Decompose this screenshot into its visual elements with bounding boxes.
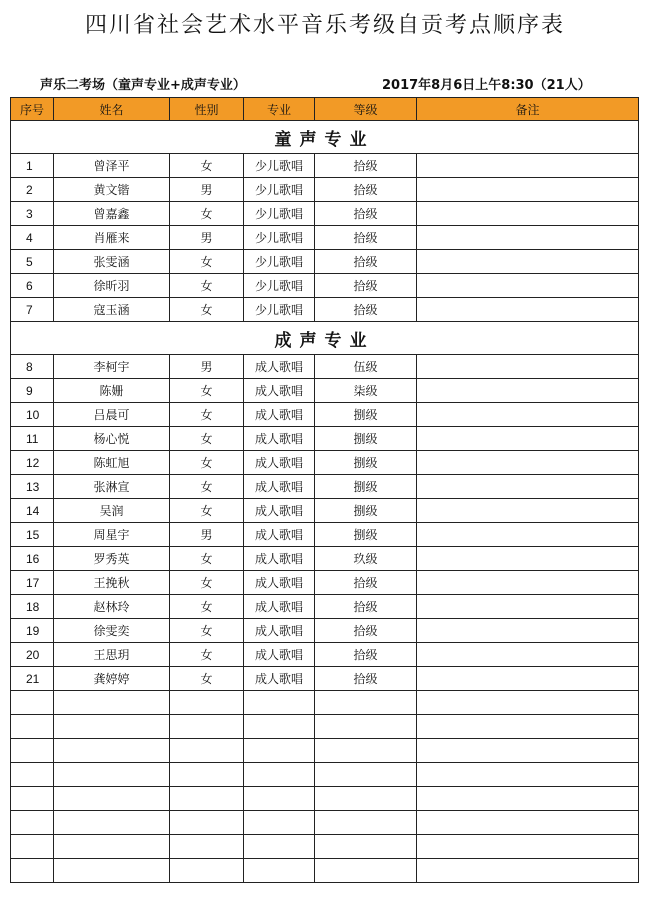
- cell-name: 陈姗: [54, 379, 170, 403]
- cell-note: [417, 571, 639, 595]
- cell-name: 吕晨可: [54, 403, 170, 427]
- table-row: [11, 547, 639, 571]
- cell-major: 成人歌唱: [244, 571, 315, 595]
- cell-note: [417, 499, 639, 523]
- table-row: [11, 523, 639, 547]
- table-row: [11, 499, 639, 523]
- cell-note: [417, 250, 639, 274]
- empty-cell: [170, 763, 244, 787]
- blank-row: [11, 739, 639, 763]
- cell-note: [417, 523, 639, 547]
- cell-name: 徐雯奕: [54, 619, 170, 643]
- cell-note: [417, 475, 639, 499]
- cell-note: [417, 403, 639, 427]
- cell-note: [417, 427, 639, 451]
- cell-major: 成人歌唱: [244, 523, 315, 547]
- cell-major: 成人歌唱: [244, 547, 315, 571]
- empty-cell: [11, 835, 54, 859]
- cell-level: 拾级: [315, 619, 417, 643]
- cell-major: 少儿歌唱: [244, 274, 315, 298]
- table-row: [11, 178, 639, 202]
- table-row: [11, 571, 639, 595]
- schedule-table: [10, 97, 639, 883]
- page-title: 四川省社会艺术水平音乐考级自贡考点顺序表: [84, 13, 565, 38]
- empty-cell: [417, 835, 639, 859]
- table-body: [11, 121, 639, 883]
- table-row: [11, 202, 639, 226]
- cell-note: [417, 643, 639, 667]
- cell-level: 拾级: [315, 226, 417, 250]
- cell-major: 少儿歌唱: [244, 226, 315, 250]
- cell-no: 12: [11, 451, 54, 475]
- cell-level: 拾级: [315, 571, 417, 595]
- cell-note: [417, 379, 639, 403]
- empty-cell: [11, 859, 54, 883]
- cell-major: 成人歌唱: [244, 619, 315, 643]
- empty-cell: [11, 715, 54, 739]
- cell-major: 成人歌唱: [244, 451, 315, 475]
- cell-level: 伍级: [315, 355, 417, 379]
- cell-level: 拾级: [315, 643, 417, 667]
- cell-level: 拾级: [315, 298, 417, 322]
- table-row: [11, 274, 639, 298]
- cell-gender: 女: [170, 379, 244, 403]
- empty-cell: [54, 835, 170, 859]
- table-row: [11, 595, 639, 619]
- empty-cell: [170, 739, 244, 763]
- cell-no: 10: [11, 403, 54, 427]
- cell-no: 7: [11, 298, 54, 322]
- cell-name: 寇玉涵: [54, 298, 170, 322]
- cell-level: 捌级: [315, 427, 417, 451]
- cell-note: [417, 355, 639, 379]
- cell-name: 赵林玲: [54, 595, 170, 619]
- empty-cell: [417, 787, 639, 811]
- cell-gender: 男: [170, 355, 244, 379]
- section-title: 成声专业: [11, 322, 639, 355]
- cell-major: 成人歌唱: [244, 667, 315, 691]
- cell-gender: 女: [170, 298, 244, 322]
- cell-level: 拾级: [315, 274, 417, 298]
- cell-gender: 女: [170, 643, 244, 667]
- empty-cell: [54, 859, 170, 883]
- cell-no: 1: [11, 154, 54, 178]
- empty-cell: [244, 835, 315, 859]
- blank-row: [11, 811, 639, 835]
- cell-note: [417, 178, 639, 202]
- empty-cell: [54, 691, 170, 715]
- cell-gender: 女: [170, 427, 244, 451]
- empty-cell: [417, 691, 639, 715]
- cell-major: 成人歌唱: [244, 475, 315, 499]
- cell-no: 9: [11, 379, 54, 403]
- cell-name: 罗秀英: [54, 547, 170, 571]
- cell-name: 肖雁来: [54, 226, 170, 250]
- cell-no: 3: [11, 202, 54, 226]
- exam-venue: 声乐二考场（童声专业+成声专业）: [40, 78, 246, 93]
- table-row: [11, 427, 639, 451]
- empty-cell: [244, 763, 315, 787]
- empty-cell: [170, 691, 244, 715]
- empty-cell: [244, 691, 315, 715]
- empty-cell: [315, 763, 417, 787]
- table-row: [11, 475, 639, 499]
- cell-gender: 男: [170, 523, 244, 547]
- section-row: [11, 121, 639, 154]
- cell-no: 8: [11, 355, 54, 379]
- cell-major: 成人歌唱: [244, 427, 315, 451]
- empty-cell: [11, 691, 54, 715]
- cell-no: 21: [11, 667, 54, 691]
- cell-level: 捌级: [315, 475, 417, 499]
- empty-cell: [315, 859, 417, 883]
- cell-no: 15: [11, 523, 54, 547]
- cell-level: 拾级: [315, 178, 417, 202]
- empty-cell: [170, 715, 244, 739]
- cell-major: 成人歌唱: [244, 643, 315, 667]
- cell-name: 周星宇: [54, 523, 170, 547]
- cell-note: [417, 547, 639, 571]
- header-no: 序号: [11, 98, 54, 121]
- empty-cell: [315, 739, 417, 763]
- cell-name: 王思玥: [54, 643, 170, 667]
- empty-cell: [417, 739, 639, 763]
- cell-major: 少儿歌唱: [244, 178, 315, 202]
- empty-cell: [54, 763, 170, 787]
- header-level: 等级: [315, 98, 417, 121]
- cell-no: 18: [11, 595, 54, 619]
- section-row: [11, 322, 639, 355]
- cell-major: 成人歌唱: [244, 355, 315, 379]
- blank-row: [11, 715, 639, 739]
- table-row: [11, 403, 639, 427]
- cell-gender: 女: [170, 595, 244, 619]
- table-row: [11, 250, 639, 274]
- cell-name: 杨心悦: [54, 427, 170, 451]
- cell-no: 19: [11, 619, 54, 643]
- cell-gender: 女: [170, 274, 244, 298]
- cell-note: [417, 202, 639, 226]
- empty-cell: [170, 787, 244, 811]
- cell-level: 拾级: [315, 154, 417, 178]
- empty-cell: [315, 811, 417, 835]
- cell-name: 陈虹旭: [54, 451, 170, 475]
- cell-note: [417, 226, 639, 250]
- header-name: 姓名: [54, 98, 170, 121]
- cell-no: 20: [11, 643, 54, 667]
- cell-gender: 女: [170, 250, 244, 274]
- empty-cell: [417, 715, 639, 739]
- empty-cell: [54, 787, 170, 811]
- cell-gender: 女: [170, 667, 244, 691]
- cell-gender: 女: [170, 475, 244, 499]
- cell-note: [417, 451, 639, 475]
- cell-level: 捌级: [315, 451, 417, 475]
- blank-row: [11, 763, 639, 787]
- cell-level: 拾级: [315, 202, 417, 226]
- cell-major: 成人歌唱: [244, 379, 315, 403]
- cell-major: 少儿歌唱: [244, 250, 315, 274]
- cell-name: 张淋宣: [54, 475, 170, 499]
- cell-major: 成人歌唱: [244, 595, 315, 619]
- blank-row: [11, 859, 639, 883]
- cell-major: 少儿歌唱: [244, 202, 315, 226]
- empty-cell: [54, 739, 170, 763]
- cell-name: 曾嘉鑫: [54, 202, 170, 226]
- cell-gender: 男: [170, 178, 244, 202]
- cell-gender: 女: [170, 451, 244, 475]
- empty-cell: [170, 859, 244, 883]
- cell-name: 张雯涵: [54, 250, 170, 274]
- cell-note: [417, 667, 639, 691]
- empty-cell: [315, 715, 417, 739]
- cell-gender: 女: [170, 154, 244, 178]
- table-row: [11, 643, 639, 667]
- empty-cell: [244, 811, 315, 835]
- empty-cell: [170, 835, 244, 859]
- empty-cell: [244, 859, 315, 883]
- empty-cell: [417, 859, 639, 883]
- table-row: [11, 619, 639, 643]
- cell-gender: 女: [170, 571, 244, 595]
- empty-cell: [244, 739, 315, 763]
- empty-cell: [11, 811, 54, 835]
- cell-no: 2: [11, 178, 54, 202]
- cell-gender: 女: [170, 499, 244, 523]
- cell-level: 拾级: [315, 250, 417, 274]
- empty-cell: [170, 811, 244, 835]
- empty-cell: [315, 787, 417, 811]
- cell-no: 14: [11, 499, 54, 523]
- table-row: [11, 451, 639, 475]
- cell-level: 捌级: [315, 403, 417, 427]
- blank-row: [11, 691, 639, 715]
- cell-no: 13: [11, 475, 54, 499]
- cell-no: 16: [11, 547, 54, 571]
- blank-row: [11, 787, 639, 811]
- cell-major: 少儿歌唱: [244, 298, 315, 322]
- cell-major: 成人歌唱: [244, 403, 315, 427]
- empty-cell: [54, 715, 170, 739]
- cell-level: 玖级: [315, 547, 417, 571]
- cell-no: 5: [11, 250, 54, 274]
- table-row: [11, 154, 639, 178]
- header-note: 备注: [417, 98, 639, 121]
- empty-cell: [11, 763, 54, 787]
- header-gender: 性别: [170, 98, 244, 121]
- table-row: [11, 667, 639, 691]
- empty-cell: [11, 739, 54, 763]
- table-row: [11, 298, 639, 322]
- cell-name: 李柯宇: [54, 355, 170, 379]
- cell-level: 拾级: [315, 667, 417, 691]
- cell-level: 捌级: [315, 499, 417, 523]
- cell-no: 17: [11, 571, 54, 595]
- cell-no: 6: [11, 274, 54, 298]
- cell-note: [417, 274, 639, 298]
- empty-cell: [417, 811, 639, 835]
- cell-name: 王挽秋: [54, 571, 170, 595]
- cell-gender: 女: [170, 403, 244, 427]
- cell-note: [417, 619, 639, 643]
- empty-cell: [244, 715, 315, 739]
- empty-cell: [54, 811, 170, 835]
- cell-name: 曾泽平: [54, 154, 170, 178]
- cell-major: 成人歌唱: [244, 499, 315, 523]
- cell-name: 吴润: [54, 499, 170, 523]
- section-title: 童声专业: [11, 121, 639, 154]
- cell-gender: 女: [170, 619, 244, 643]
- cell-note: [417, 298, 639, 322]
- cell-level: 柒级: [315, 379, 417, 403]
- empty-cell: [244, 787, 315, 811]
- cell-gender: 男: [170, 226, 244, 250]
- header-major: 专业: [244, 98, 315, 121]
- cell-level: 捌级: [315, 523, 417, 547]
- cell-name: 黄文锴: [54, 178, 170, 202]
- cell-name: 徐昕羽: [54, 274, 170, 298]
- table-row: [11, 355, 639, 379]
- cell-gender: 女: [170, 202, 244, 226]
- empty-cell: [315, 691, 417, 715]
- cell-major: 少儿歌唱: [244, 154, 315, 178]
- cell-gender: 女: [170, 547, 244, 571]
- cell-level: 拾级: [315, 595, 417, 619]
- cell-note: [417, 154, 639, 178]
- cell-no: 4: [11, 226, 54, 250]
- table-header-row: [11, 98, 639, 121]
- blank-row: [11, 835, 639, 859]
- cell-no: 11: [11, 427, 54, 451]
- empty-cell: [315, 835, 417, 859]
- empty-cell: [11, 787, 54, 811]
- table-row: [11, 379, 639, 403]
- empty-cell: [417, 763, 639, 787]
- cell-note: [417, 595, 639, 619]
- exam-datetime: 2017年8月6日上午8:30（21人）: [382, 78, 591, 93]
- cell-name: 龚婷婷: [54, 667, 170, 691]
- table-row: [11, 226, 639, 250]
